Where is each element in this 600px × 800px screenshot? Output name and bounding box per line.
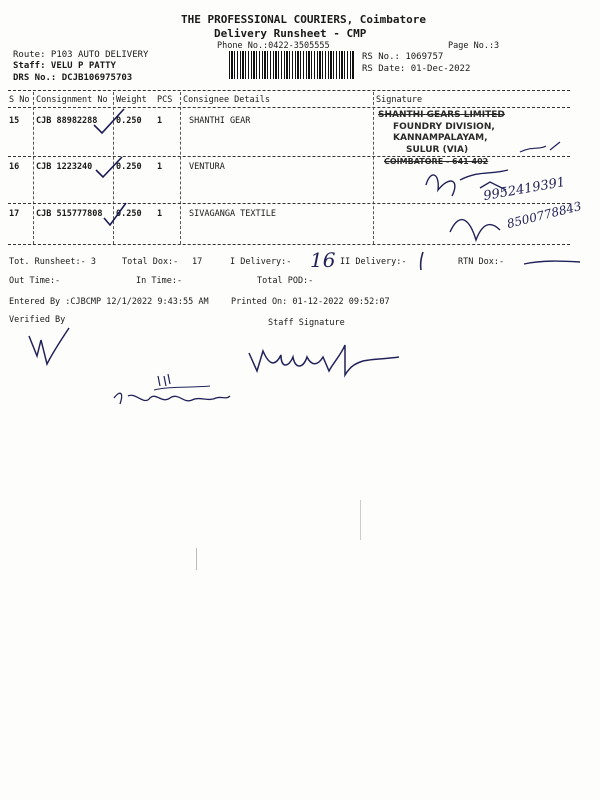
row-weight: 0.250 (116, 209, 142, 219)
company-stamp: SHANTHI GEARS LIMITED FOUNDRY DIVISION, KANNAMPALAYAM, SULUR (VIA) COIMBATORE - 641 402 (378, 110, 505, 166)
entered-by: Entered By :CJBCMP 12/1/2022 9:43:55 AM (9, 297, 209, 307)
verified-by-label: Verified By (9, 315, 66, 325)
barcode (229, 51, 354, 79)
row-consignee: SHANTHI GEAR (189, 116, 251, 126)
row-consignment: CJB 88982288 (36, 116, 98, 126)
tot-runsheet: Tot. Runsheet:- 3 (9, 257, 96, 267)
col-consignment: Consignment No (36, 95, 108, 105)
i-delivery-handwritten: 16 (310, 248, 336, 272)
total-pod-label: Total POD:- (257, 276, 314, 286)
col-pcs: PCS (157, 95, 173, 105)
col-weight: Weight (116, 95, 147, 105)
runsheet-subtitle: Delivery Runsheet - CMP (214, 27, 367, 40)
row-sno: 15 (9, 116, 20, 126)
scan-mark (196, 548, 197, 570)
row-weight: 0.250 (116, 162, 142, 172)
row-pcs: 1 (157, 162, 163, 172)
route: Route: P103 AUTO DELIVERY (13, 50, 149, 60)
staff: Staff: VELU P PATTY (13, 61, 116, 71)
printed-on: Printed On: 01-12-2022 09:52:07 (231, 297, 390, 307)
scan-mark (360, 500, 361, 540)
row-pcs: 1 (157, 116, 163, 126)
ii-delivery-label: II Delivery:- (340, 257, 407, 267)
col-consignee: Consignee Details (183, 95, 270, 105)
divider (8, 90, 570, 91)
phone-number: Phone No.:0422-3505555 (217, 41, 330, 51)
col-sno: S No (9, 95, 30, 105)
drs-number: DRS No.: DCJB106975703 (13, 73, 133, 83)
rs-number: RS No.: 1069757 (362, 52, 444, 62)
company-title: THE PROFESSIONAL COURIERS, Coimbatore (181, 13, 427, 26)
rtn-dox-mark (522, 258, 582, 268)
row-weight: 0.250 (116, 116, 142, 126)
row-sno: 16 (9, 162, 20, 172)
staff-signature-label: Staff Signature (268, 318, 345, 328)
tick-mark (104, 203, 126, 225)
total-dox-label: Total Dox:- (122, 257, 179, 267)
column-separator (180, 92, 181, 244)
in-time-label: In Time:- (136, 276, 183, 286)
tick-marks (90, 105, 130, 230)
rtn-dox-label: RTN Dox:- (458, 257, 505, 267)
row-sno: 17 (9, 209, 20, 219)
col-signature: Signature (376, 95, 423, 105)
row-consignee: VENTURA (189, 162, 225, 172)
page-number: Page No.:3 (448, 41, 500, 51)
column-separator (373, 92, 374, 244)
ii-delivery-mark (415, 250, 430, 272)
out-time-label: Out Time:- (9, 276, 61, 286)
tick-mark (96, 157, 122, 177)
staff-signature (245, 335, 405, 385)
handwritten-phone-1: 9952419391 (482, 174, 567, 205)
i-delivery-label: I Delivery:- (230, 257, 292, 267)
column-separator (33, 92, 34, 244)
row-consignment: CJB 1223240 (36, 162, 93, 172)
row-consignment: CJB 515777808 (36, 209, 103, 219)
total-dox-value: 17 (192, 257, 203, 267)
row-pcs: 1 (157, 209, 163, 219)
verifier-signature (25, 322, 75, 372)
tick-mark (94, 109, 124, 133)
rs-date: RS Date: 01-Dec-2022 (362, 64, 471, 74)
handwritten-phone-2: 8500778843 (505, 198, 583, 232)
row-consignee: SIVAGANGA TEXTILE (189, 209, 276, 219)
initials-signature (110, 370, 235, 415)
